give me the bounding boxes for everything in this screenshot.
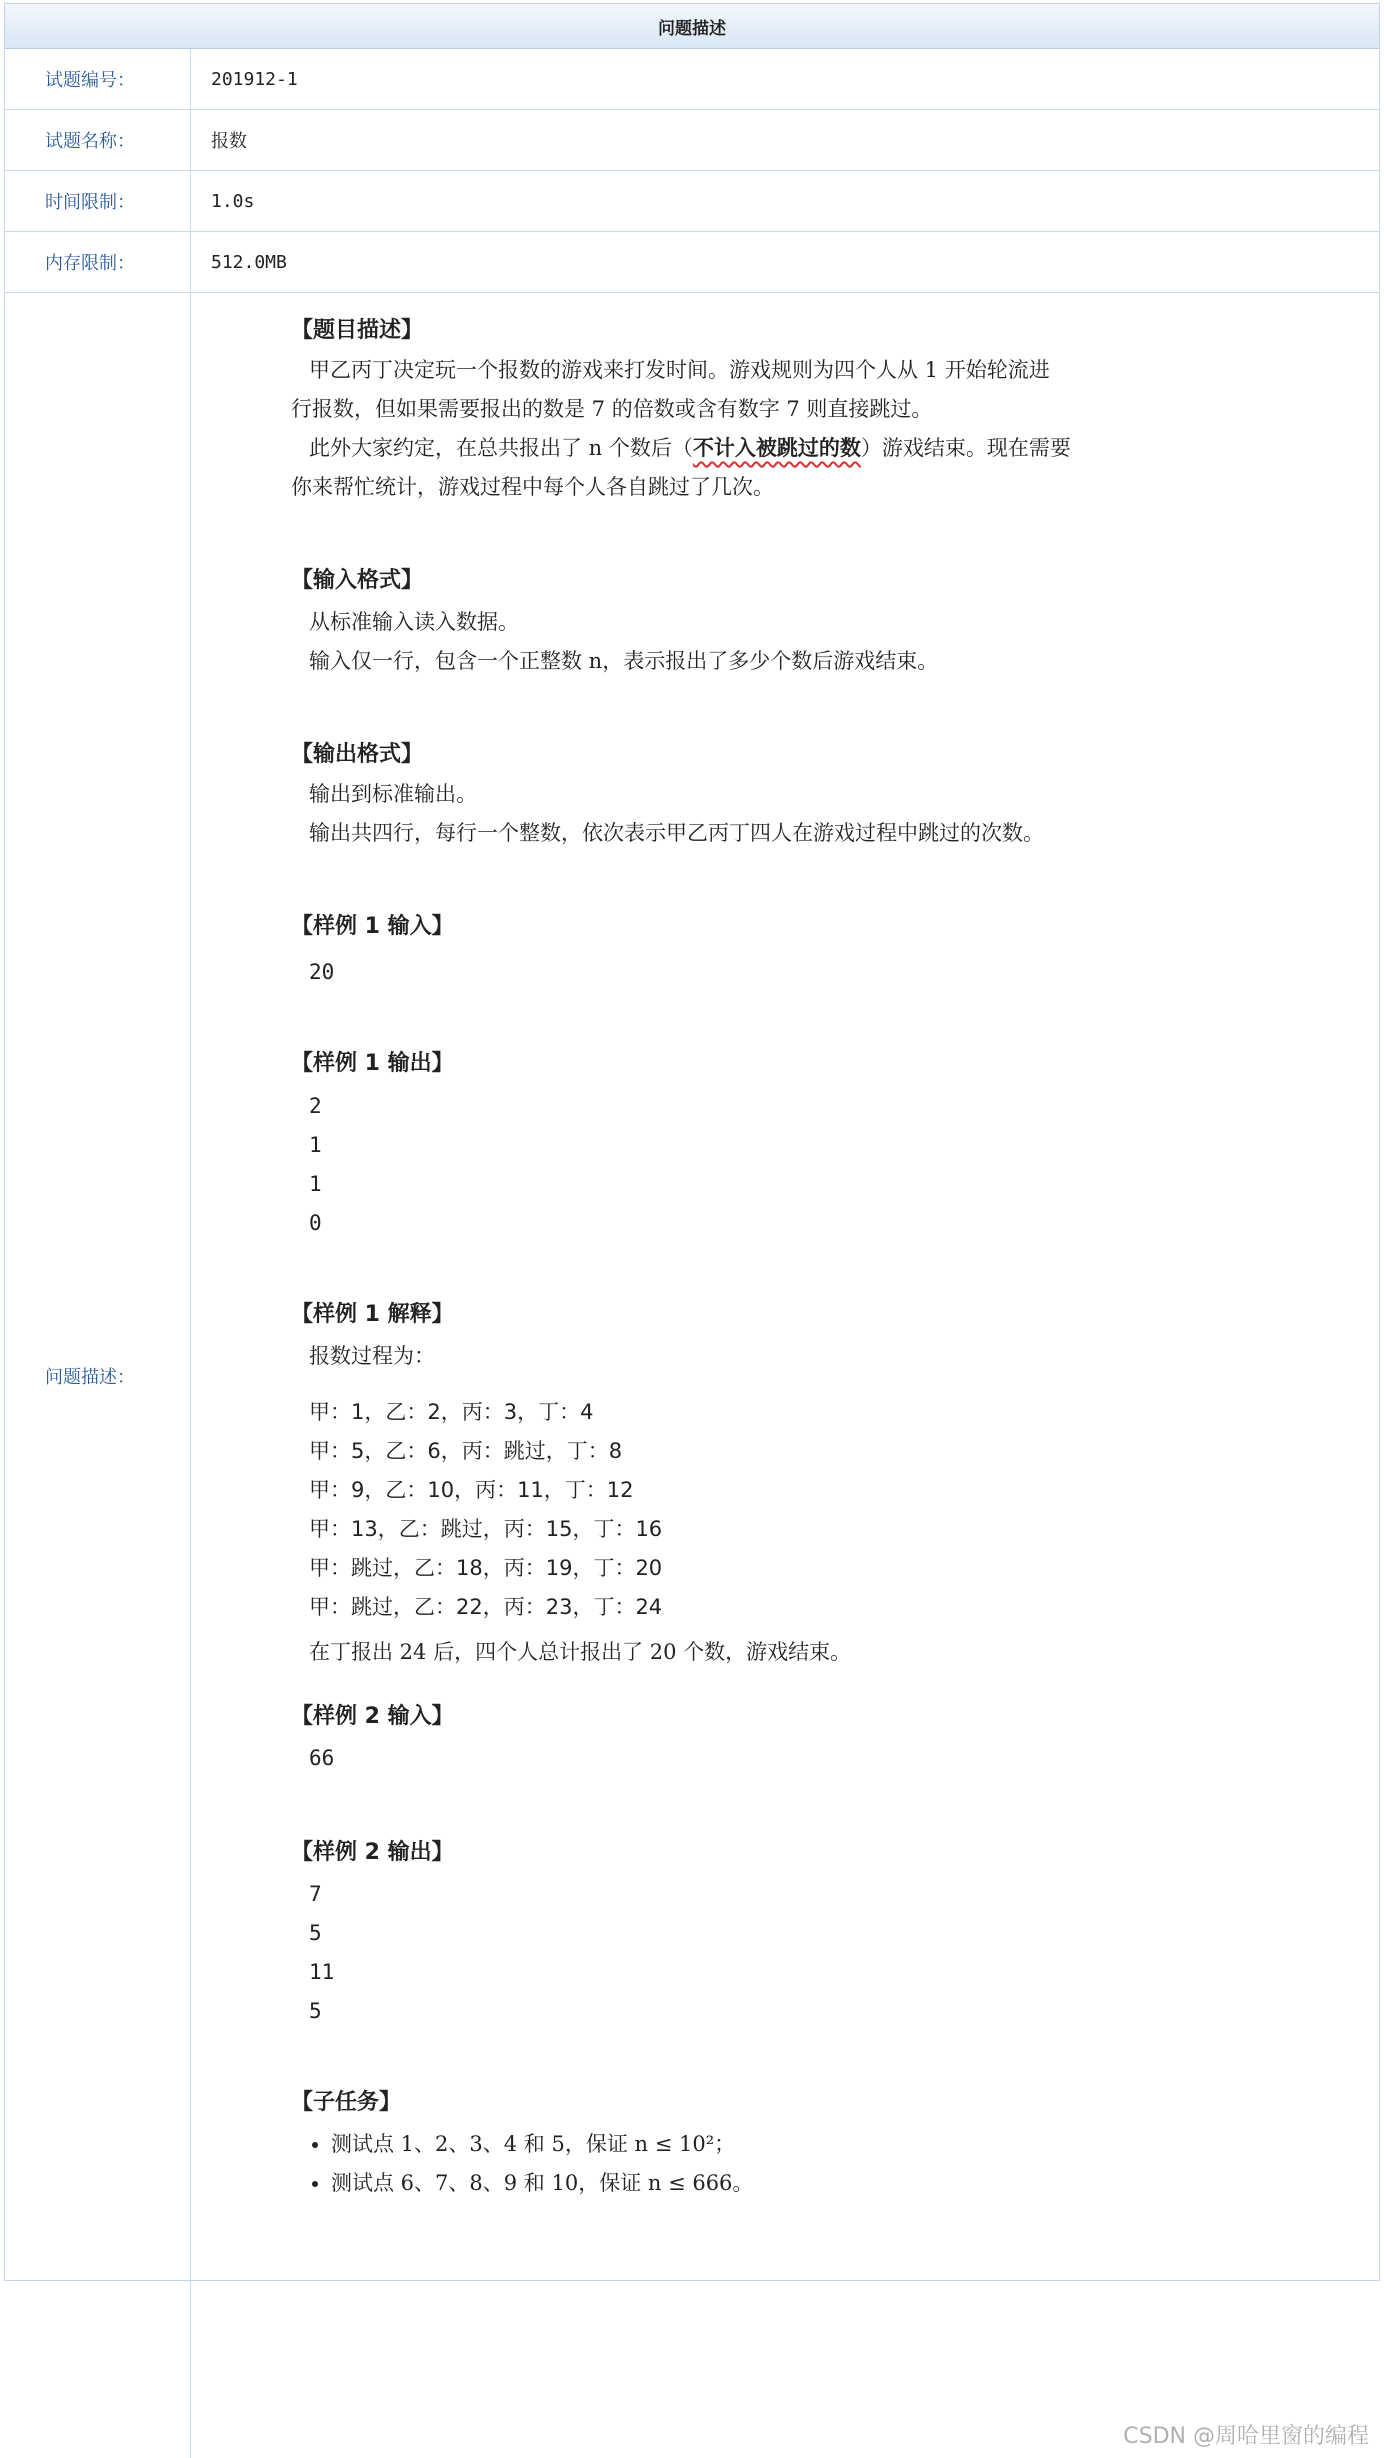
problem-line [309, 429, 1071, 468]
input-paragraph [291, 603, 938, 681]
description-content [191, 293, 1379, 2458]
problem-text: ）游戏结束。现在需要 [860, 436, 1071, 460]
subtask-list [291, 2125, 753, 2203]
section-title-sample2-output: 【样例 2 输出】 [291, 1840, 454, 1865]
meta-label: 时间限制： [5, 171, 191, 231]
input-line: 输入仅一行，包含一个正整数 n，表示报出了多少个数后游戏结束。 [309, 649, 939, 673]
watermark: CSDN @周哈里窗的编程 [1123, 2424, 1369, 2449]
meta-row-time-limit [5, 171, 1379, 232]
sample1-explanation-lines [291, 1393, 662, 1627]
section-title-problem: 【题目描述】 [291, 318, 424, 343]
meta-row-id [5, 49, 1379, 110]
output-line: 输出到标准输出。 [309, 782, 477, 806]
meta-row-name [5, 110, 1379, 171]
problem-text: 此外大家约定，在总共报出了 n 个数后（ [309, 436, 693, 460]
sample1-explanation-end: 在丁报出 24 后，四个人总计报出了 20 个数，游戏结束。 [309, 1640, 852, 1664]
description-label: 问题描述： [5, 293, 191, 2458]
section-title-input: 【输入格式】 [291, 568, 424, 593]
meta-label: 试题名称： [5, 110, 191, 170]
problem-line: 你来帮忙统计，游戏过程中每个人各自跳过了几次。 [291, 475, 774, 499]
sample1-output-line: 1 [309, 1133, 322, 1157]
section-title-sample1-explanation: 【样例 1 解释】 [291, 1302, 454, 1327]
meta-value: 512.0MB [211, 251, 287, 273]
description-row [5, 293, 1379, 2458]
explanation-line: 甲：跳过，乙：18，丙：19，丁：20 [309, 1556, 663, 1580]
section-title-output: 【输出格式】 [291, 742, 424, 767]
sample1-output-line: 0 [309, 1211, 322, 1235]
meta-label: 试题编号： [5, 49, 191, 109]
section-title-sample1-input: 【样例 1 输入】 [291, 914, 454, 939]
sample2-output-block [309, 1875, 334, 2031]
problem-table [4, 3, 1380, 2449]
sample1-explanation-intro: 报数过程为： [309, 1344, 435, 1368]
sample2-output-line: 5 [309, 1999, 322, 2023]
section-title-sample1-output: 【样例 1 输出】 [291, 1051, 454, 1076]
table-header [5, 4, 1379, 49]
output-line: 输出共四行，每行一个整数，依次表示甲乙丙丁四人在游戏过程中跳过的次数。 [309, 821, 1044, 845]
explanation-line: 甲：13，乙：跳过，丙：15，丁：16 [309, 1517, 663, 1541]
meta-value: 报数 [211, 131, 247, 152]
emphasis-text: 不计入被跳过的数 [692, 436, 861, 460]
output-paragraph [291, 775, 1044, 853]
sample2-output-line: 7 [309, 1882, 322, 1906]
sample2-output-line: 11 [309, 1960, 335, 1984]
meta-value: 201912-1 [211, 68, 298, 90]
sample1-output-line: 2 [309, 1094, 322, 1118]
meta-row-memory-limit [5, 232, 1379, 293]
explanation-line: 甲：5，乙：6，丙：跳过，丁：8 [309, 1439, 623, 1463]
input-line: 从标准输入读入数据。 [309, 610, 519, 634]
sample1-input-value: 20 [309, 960, 335, 984]
problem-line: 行报数，但如果需要报出的数是 7 的倍数或含有数字 7 则直接跳过。 [291, 397, 933, 421]
sample2-input-value: 66 [309, 1746, 335, 1770]
subtask-item: • 测试点 6、7、8、9 和 10，保证 n ≤ 666。 [331, 2164, 753, 2203]
sample1-output-block [309, 1087, 322, 1243]
explanation-line: 甲：9，乙：10，丙：11，丁：12 [309, 1478, 634, 1502]
problem-line: 甲乙丙丁决定玩一个报数的游戏来打发时间。游戏规则为四个人从 1 开始轮流进 [309, 358, 1050, 382]
sample1-output-line: 1 [309, 1172, 322, 1196]
table-header-title: 问题描述 [658, 18, 726, 39]
meta-label: 内存限制： [5, 232, 191, 292]
section-title-sample2-input: 【样例 2 输入】 [291, 1704, 454, 1729]
section-title-subtasks: 【子任务】 [291, 2090, 402, 2115]
explanation-line: 甲：跳过，乙：22，丙：23，丁：24 [309, 1595, 663, 1619]
meta-value: 1.0s [211, 190, 255, 212]
explanation-line: 甲：1，乙：2，丙：3，丁：4 [309, 1400, 594, 1424]
problem-paragraph [291, 351, 1071, 507]
sample2-output-line: 5 [309, 1921, 322, 1945]
subtask-item: • 测试点 1、2、3、4 和 5，保证 n ≤ 10²； [331, 2125, 753, 2164]
